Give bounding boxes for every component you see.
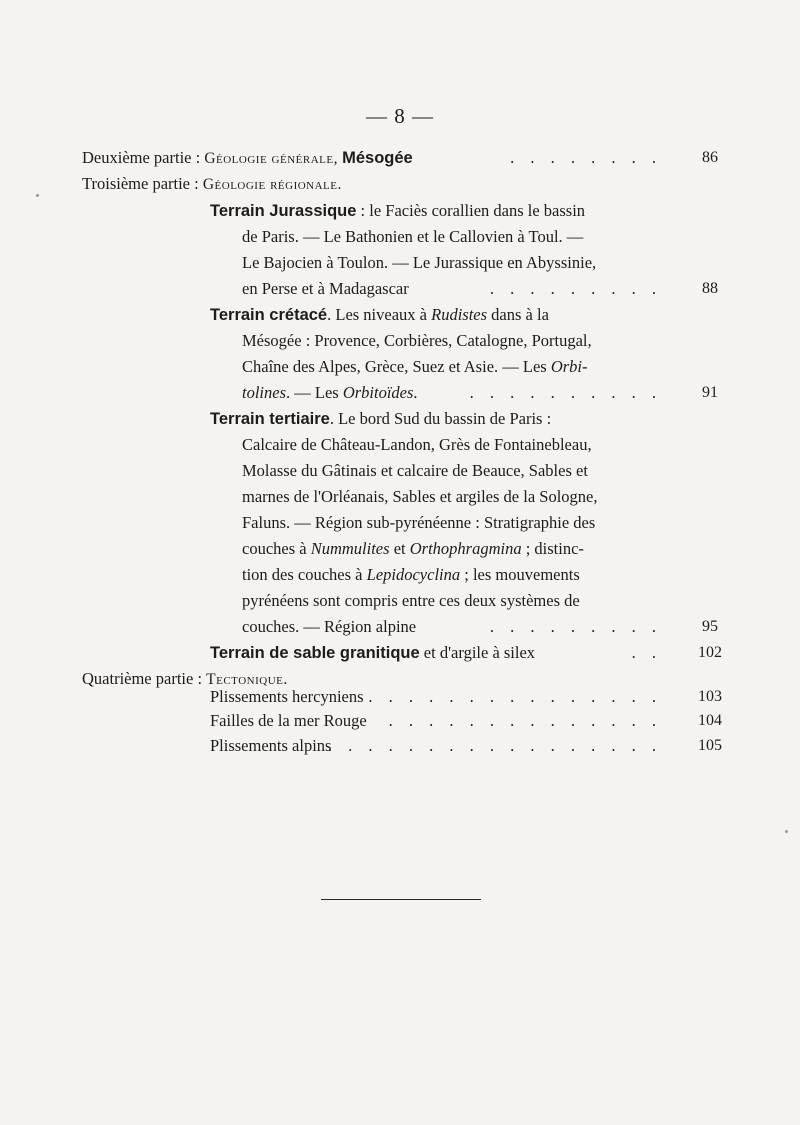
cretace-line-4: tolines. — Les Orbitoïdes. . . . . . . . . . .	[242, 380, 662, 406]
jurassique-line-2: de Paris. — Le Bathonien et le Callovien à Toul. —	[242, 227, 584, 246]
page-ref: 102	[698, 644, 722, 661]
leader-dots: . . . . . . . .	[510, 148, 662, 167]
toc-entry-deuxieme-partie	[82, 145, 662, 171]
page-ref: 86	[702, 149, 718, 166]
page-number: — 8 —	[366, 104, 434, 128]
page-ref: 104	[698, 712, 722, 729]
section-bold: Mésogée	[342, 149, 413, 167]
part-prefix: Quatrième partie :	[82, 669, 207, 688]
leader-dots: . . . . . . . . . .	[469, 383, 662, 402]
tertiaire-line-3: Molasse du Gâtinais et calcaire de Beauce, Sables et	[242, 461, 588, 480]
cretace-line-3: Chaîne des Alpes, Grèce, Suez et Asie. — Les Orbi-	[242, 357, 588, 376]
tertiaire-line-4: marnes de l'Orléanais, Sables et argiles de la Sologne,	[242, 487, 598, 506]
page-ref: 105	[698, 737, 722, 754]
tertiaire-line-6: couches à Nummulites et Orthophragmina ; distinc-	[242, 539, 584, 558]
part-prefix: Deuxième partie :	[82, 148, 205, 167]
paper-speck	[36, 194, 39, 197]
leader-dots: . . . . . . . . .	[489, 617, 662, 636]
part-prefix: Troisième partie :	[82, 174, 203, 193]
jurassique-line-3: Le Bajocien à Toulon. — Le Jurassique en Abyssinie,	[242, 253, 597, 272]
toc-entry-sable-granitique: Terrain de sable granitique et d'argile à silex . .	[210, 640, 662, 666]
leader-dots: . . . . . . . . . . . . . .	[388, 711, 662, 730]
page-ref: 88	[702, 280, 718, 297]
toc-entry-plissements-hercyniens: Plissements hercyniens . . . . . . . . . . . . . . .	[210, 684, 662, 710]
toc-entry-troisieme-partie	[82, 171, 342, 198]
jurassique-line-4: en Perse et à Madagascar . . . . . . . . .	[242, 276, 662, 302]
tertiaire-line-2: Calcaire de Château-Landon, Grès de Fontainebleau,	[242, 435, 592, 454]
tertiaire-line-1: Terrain tertiaire. Le bord Sud du bassin de Paris :	[210, 409, 552, 428]
cretace-line-1: Terrain crétacé. Les niveaux à Rudistes dans à la	[210, 305, 549, 324]
paper-speck	[785, 830, 788, 833]
page-ref: 95	[702, 618, 718, 635]
tertiaire-line-9: couches. — Région alpine . . . . . . . . .	[242, 614, 662, 640]
cretace-line-2: Mésogée : Provence, Corbières, Catalogne, Portugal,	[242, 331, 592, 350]
toc-entry-plissements-alpins: Plissements alpins . . . . . . . . . . . . . . . . .	[210, 733, 662, 759]
jurassique-line-1: Terrain Jurassique : le Faciès corallien dans le bassin	[210, 201, 586, 220]
terrain-title: Terrain crétacé	[210, 306, 328, 324]
section-title: Géologie régionale.	[202, 176, 342, 193]
toc-entry-failles-mer-rouge: Failles de la mer Rouge . . . . . . . . . . . . . .	[210, 708, 662, 734]
tertiaire-line-7: tion des couches à Lepidocyclina ; les mouvements	[242, 565, 580, 584]
page-ref: 91	[702, 384, 718, 401]
section-title: Tectonique.	[206, 671, 288, 688]
terrain-title: Terrain tertiaire	[210, 410, 330, 428]
section-title: Géologie générale,	[204, 150, 338, 167]
leader-dots: . . . . . . . . .	[489, 279, 662, 298]
tertiaire-line-5: Faluns. — Région sub-pyrénéenne : Stratigraphie des	[242, 513, 596, 532]
entry-title	[82, 145, 413, 172]
page-ref: 103	[698, 688, 722, 705]
leader-dots: . . . . . . . . . . . . . . .	[368, 687, 662, 706]
terrain-title: Terrain de sable granitique	[210, 644, 420, 662]
terrain-title: Terrain Jurassique	[210, 202, 357, 220]
leader-dots: . . . . . . . . . . . . . . . . .	[327, 736, 662, 755]
tertiaire-line-8: pyrénéens sont compris entre ces deux systèmes de	[242, 591, 580, 610]
closing-rule	[321, 899, 481, 900]
leader-dots: . .	[631, 643, 662, 662]
